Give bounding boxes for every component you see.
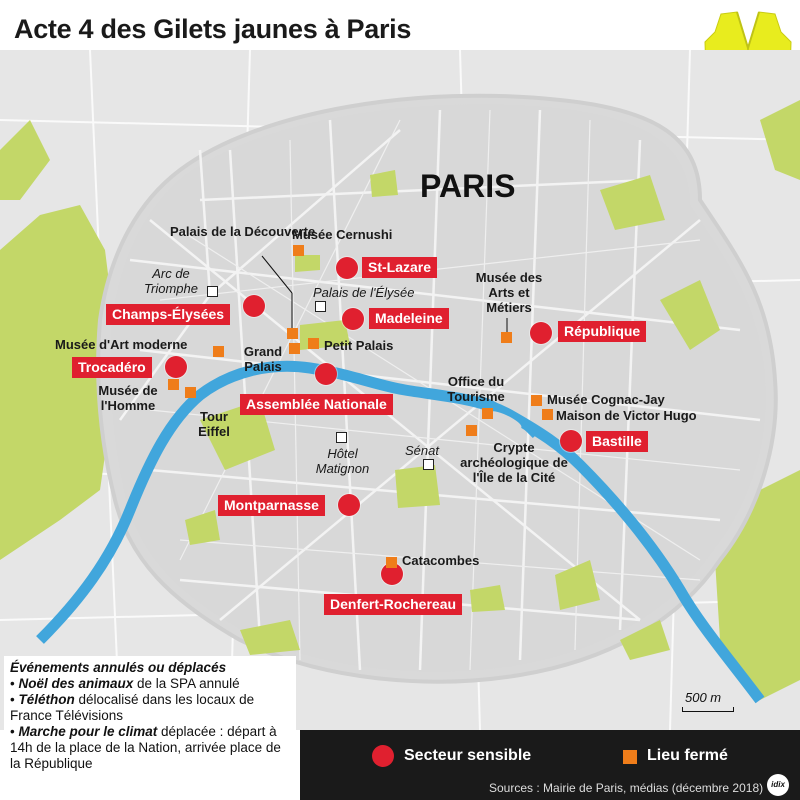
closed-label-victor-hugo: Maison de Victor Hugo — [556, 408, 697, 423]
sector-label-bastille: Bastille — [586, 431, 648, 452]
events-heading: Événements annulés ou déplacés — [10, 660, 227, 675]
legend-sensitive-icon — [372, 745, 394, 767]
sector-label-st-lazare: St-Lazare — [362, 257, 437, 278]
legend-sensitive-label: Secteur sensible — [404, 747, 532, 764]
events-item-title: Marche pour le climat — [18, 724, 158, 739]
events-item-text: délocalisé dans les locaux de France Télévisions — [10, 692, 255, 723]
closed-label-office-tourisme: Office du Tourisme — [447, 374, 505, 404]
reference-label-elysee: Palais de l'Élysée — [313, 285, 415, 300]
sources: Sources : Mairie de Paris, médias (décembre 2018) — [489, 781, 764, 795]
legend-closed-icon — [623, 750, 637, 764]
reference-label-arc: Arc de Triomphe — [144, 266, 198, 296]
closed-label-art-moderne: Musée d'Art moderne — [55, 337, 188, 352]
scale-label: 500 m — [685, 690, 722, 705]
city-label: PARIS — [420, 168, 516, 204]
sector-label-denfert-rochereau: Denfert-Rochereau — [324, 594, 462, 615]
sector-label-champs-elysees: Champs-Élysées — [106, 304, 230, 325]
legend-closed-label: Lieu fermé — [647, 747, 728, 764]
legend — [300, 730, 800, 800]
closed-label-cernushi: Musée Cernushi — [292, 227, 393, 242]
sector-label-montparnasse: Montparnasse — [218, 495, 325, 516]
closed-label-arts-metiers: Musée des Arts et Métiers — [475, 270, 543, 315]
events-info-box — [4, 656, 296, 797]
closed-label-petit-palais: Petit Palais — [324, 338, 394, 353]
closed-label-crypte: Crypte archéologique de l'Île de la Cité — [460, 440, 568, 485]
events-item-text: déplacée : départ à 14h de la place de la Nation, arrivée place de la République — [10, 724, 281, 771]
closed-label-catacombes: Catacombes — [402, 553, 480, 568]
reference-label-matignon: Hôtel Matignon — [315, 446, 370, 476]
events-item: • Téléthon délocalisé dans les locaux de France Télévisions — [10, 692, 255, 723]
idix-logo: idix — [767, 774, 789, 796]
closed-label-grand-palais: Grand Palais — [243, 344, 283, 374]
page-title: Acte 4 des Gilets jaunes à Paris — [14, 14, 412, 44]
sector-label-assemblee-nationale: Assemblée Nationale — [240, 394, 393, 415]
closed-label-decouverte — [170, 224, 316, 239]
sector-label-madeleine: Madeleine — [369, 308, 449, 329]
events-item-title: Téléthon — [18, 692, 75, 707]
closed-label-cognac-jay: Musée Cognac-Jay — [547, 392, 665, 407]
closed-label-homme: Musée de l'Homme — [98, 383, 158, 413]
events-item: • Marche pour le climat déplacée : départ à 14h de la place de la Nation, arrivée place de la République — [10, 724, 281, 771]
reference-label-senat: Sénat — [405, 443, 439, 458]
closed-label-decouverte-text: Palais de la Découverte — [170, 224, 316, 239]
events-item-title: Noël des animaux — [18, 676, 134, 691]
closed-label-tour-eiffel: Tour Eiffel — [198, 409, 230, 439]
events-item: • Noël des animaux de la SPA annulé — [10, 676, 240, 691]
events-item-text: de la SPA annulé — [133, 676, 240, 691]
sector-label-trocadero: Trocadéro — [72, 357, 152, 378]
scale-bar — [682, 707, 734, 712]
sector-label-republique: République — [558, 321, 646, 342]
